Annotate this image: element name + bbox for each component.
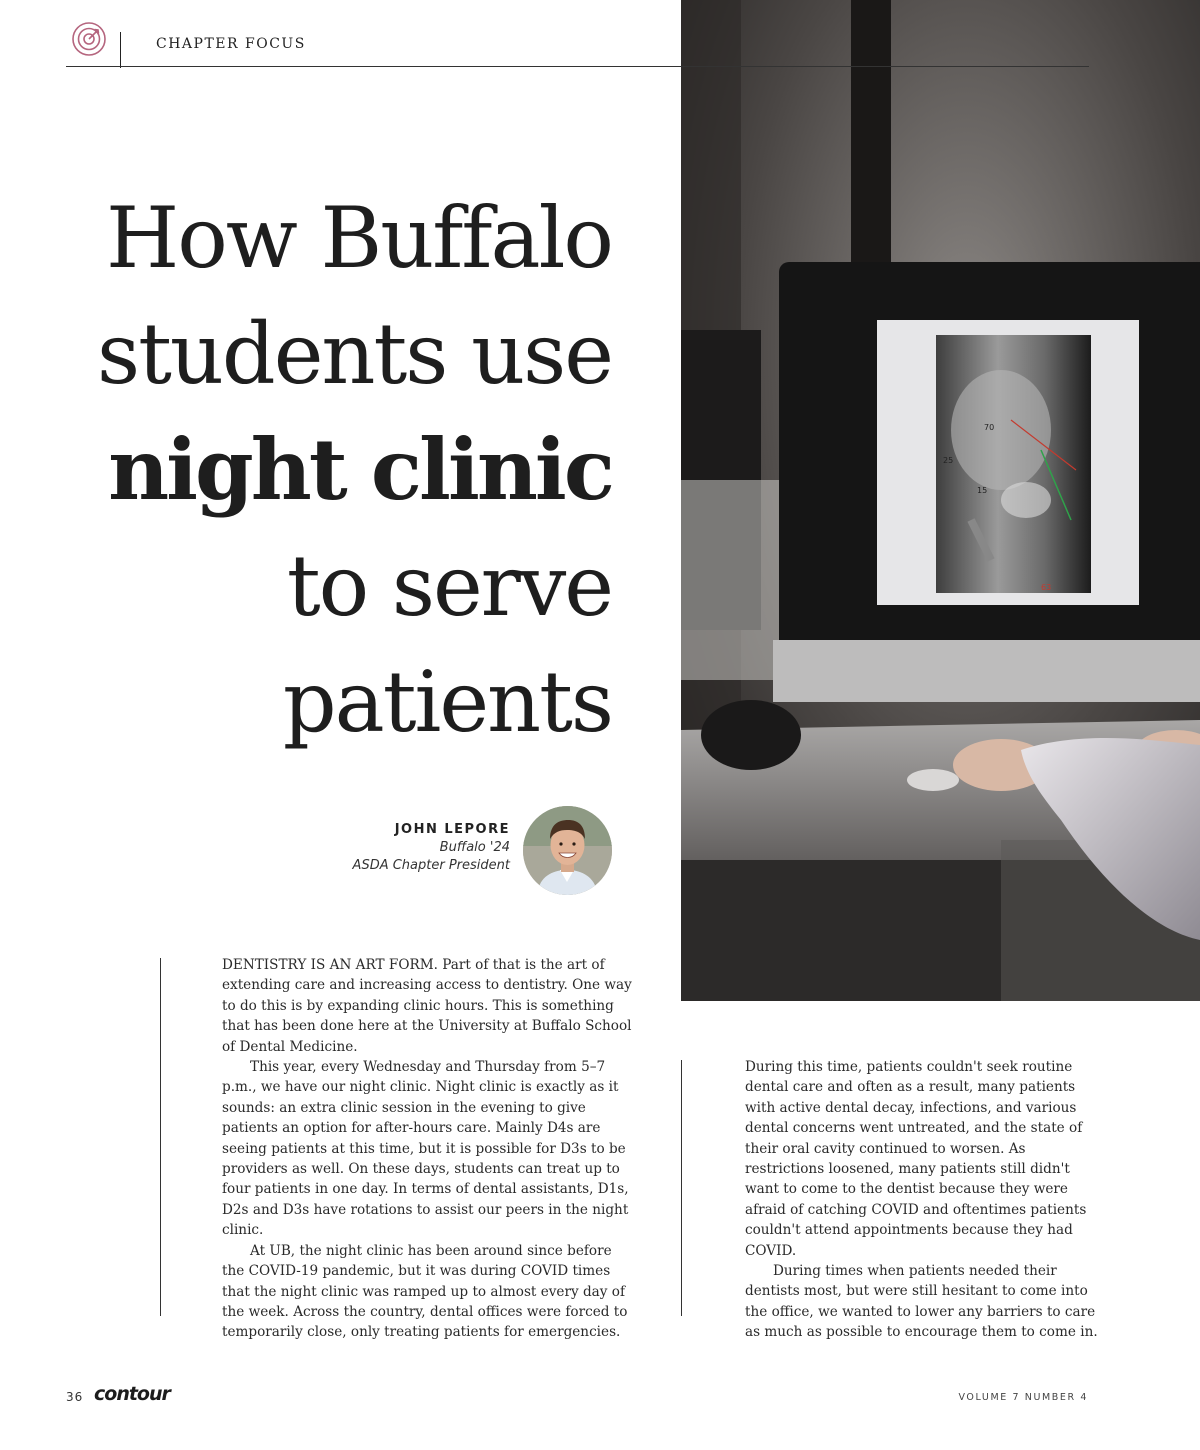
- paragraph: This year, every Wednesday and Thursday from 5–7 p.m., we have our night clinic. Night clinic is exactly as it sounds: an extra clinic session in the evening to give patients an option for after-hours care. Mainly D4s are seeing patients at this time, but it is possible for D3s to be providers as well. On these days, students can treat up to four patients in one day. In terms of dental assistants, D1s, D2s and D3s have rotations to assist our peers in the night clinic.: [222, 1059, 629, 1239]
- header-divider: [120, 32, 121, 68]
- headline-line-5: patients: [282, 653, 612, 751]
- author-name: JOHN LEPORE: [394, 822, 510, 837]
- paragraph: During times when patients needed their dentists most, but were still hesitant to come into the office, we wanted to lower any barriers to care as much as possible to encourage them to come in.: [745, 1263, 1098, 1341]
- column-rule-2: [681, 1060, 682, 1316]
- header-rule: [66, 66, 1089, 67]
- paragraph: At UB, the night clinic has been around since before the COVID-19 pandemic, but it was during COVID times that the night clinic was ramped up to almost every day of the week. Across the country, dental offices were forced to temporarily close, only treating patients for emergencies.: [222, 1242, 628, 1341]
- svg-text:70: 70: [984, 423, 995, 432]
- svg-text:25: 25: [943, 456, 954, 465]
- section-label: CHAPTER FOCUS: [156, 36, 306, 52]
- author-role: ASDA Chapter President: [352, 858, 510, 873]
- svg-text:63: 63: [1041, 583, 1052, 592]
- page-number: 36: [66, 1390, 84, 1404]
- column-rule-1: [160, 958, 161, 1316]
- headline-line-4: to serve: [286, 537, 612, 635]
- paragraph: During this time, patients couldn't seek routine dental care and often as a result, many patients with active dental decay, infections, and various dental concerns went untreated, and the state of their oral cavity continued to worsen. As restrictions loosened, many patients still didn't want to come to the dentist because they were afraid of catching COVID and oftentimes patients couldn't attend appointments because they had COVID.: [745, 1059, 1087, 1259]
- author-school: Buffalo '24: [439, 840, 510, 855]
- headline-line-1: How Buffalo: [106, 189, 612, 287]
- article-photo: [681, 0, 1200, 1001]
- headline-line-2: students use: [96, 305, 612, 403]
- headline: [40, 180, 612, 760]
- author-avatar: [523, 806, 612, 895]
- issue-label: VOLUME 7 NUMBER 4: [958, 1392, 1088, 1403]
- byline: [353, 822, 510, 873]
- target-icon: [72, 22, 106, 56]
- headline-line-3: night clinic: [108, 420, 612, 519]
- article-column-2: [745, 1057, 1105, 1343]
- magazine-logo: contour: [94, 1383, 170, 1405]
- article-column-1: [222, 955, 637, 1343]
- paragraph: DENTISTRY IS AN ART FORM. Part of that is the art of extending care and increasing access to dentistry. One way to do this is by expanding clinic hours. This is something that has been done here at the University at Buffalo School of Dental Medicine.: [222, 957, 632, 1055]
- svg-text:15: 15: [977, 486, 988, 495]
